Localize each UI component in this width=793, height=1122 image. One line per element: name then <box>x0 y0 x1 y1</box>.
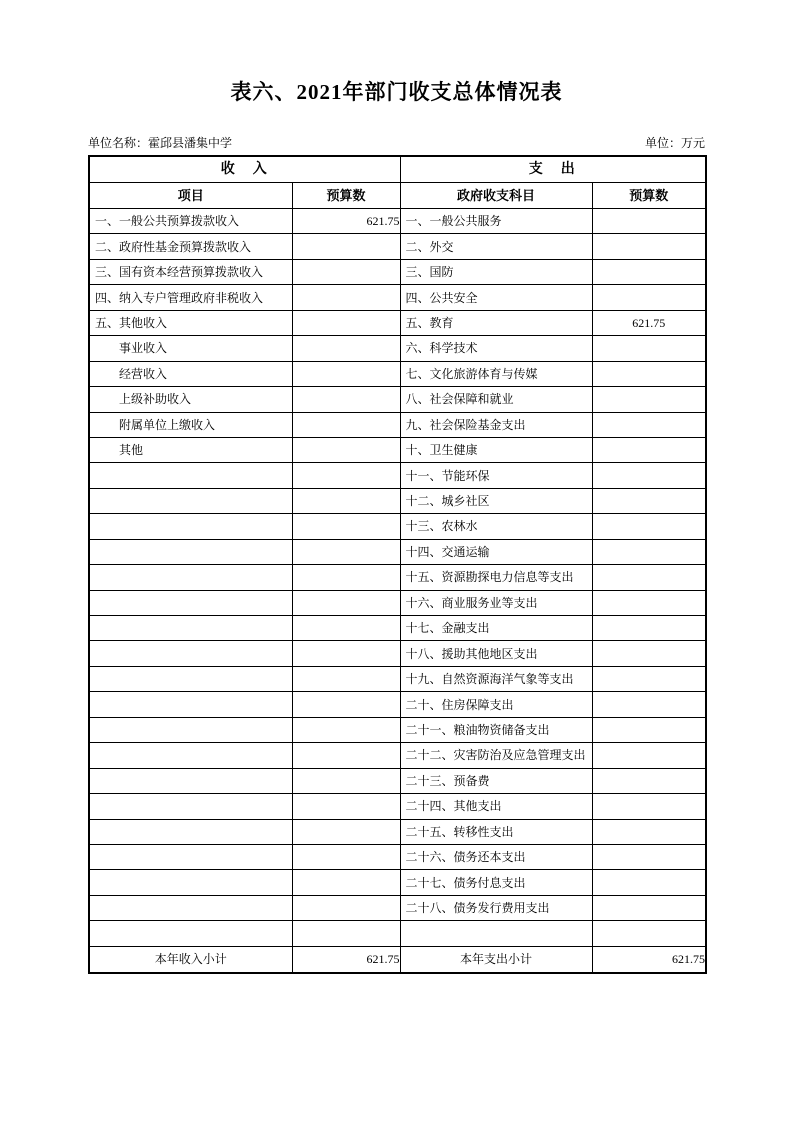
income-item-cell: 三、国有资本经营预算拨款收入 <box>89 259 292 284</box>
table-row <box>89 361 706 386</box>
income-value-cell <box>292 768 400 793</box>
income-item-cell <box>89 743 292 768</box>
table-row <box>89 437 706 462</box>
income-value-cell <box>292 412 400 437</box>
income-item-cell <box>89 921 292 946</box>
income-item-cell <box>89 590 292 615</box>
table-row <box>89 234 706 259</box>
table-row <box>89 768 706 793</box>
expenditure-item-cell: 二十八、债务发行费用支出 <box>400 895 592 920</box>
expenditure-value-cell <box>592 336 706 361</box>
column-header-row <box>89 183 706 209</box>
expenditure-item-cell: 七、文化旅游体育与传媒 <box>400 361 592 386</box>
expenditure-item-cell: 二十六、债务还本支出 <box>400 844 592 869</box>
expenditure-value-cell <box>592 514 706 539</box>
income-value-cell <box>292 514 400 539</box>
table-row <box>89 514 706 539</box>
expenditure-value-cell <box>592 921 706 946</box>
income-value-cell <box>292 565 400 590</box>
expenditure-value-cell <box>592 819 706 844</box>
table-row <box>89 870 706 895</box>
income-item-cell <box>89 616 292 641</box>
income-item-cell <box>89 844 292 869</box>
expenditure-value-cell <box>592 870 706 895</box>
expenditure-value-cell <box>592 488 706 513</box>
expenditure-value-cell <box>592 539 706 564</box>
expenditure-item-column-header: 政府收支科目 <box>400 183 592 209</box>
expenditure-item-cell: 四、公共安全 <box>400 285 592 310</box>
income-subtotal-value: 621.75 <box>292 946 400 973</box>
expenditure-item-cell: 二十五、转移性支出 <box>400 819 592 844</box>
income-item-cell <box>89 768 292 793</box>
income-value-cell <box>292 743 400 768</box>
income-value-cell <box>292 921 400 946</box>
income-item-cell <box>89 895 292 920</box>
table-row <box>89 743 706 768</box>
expenditure-section-header: 支 出 <box>400 156 706 183</box>
income-value-cell <box>292 895 400 920</box>
income-item-cell: 一、一般公共预算拨款收入 <box>89 209 292 234</box>
expenditure-item-cell: 十七、金融支出 <box>400 616 592 641</box>
table-row <box>89 921 706 946</box>
income-value-cell <box>292 539 400 564</box>
income-value-cell <box>292 387 400 412</box>
income-item-cell <box>89 463 292 488</box>
page-title: 表六、2021年部门收支总体情况表 <box>230 80 563 104</box>
expenditure-item-cell <box>400 921 592 946</box>
expenditure-subtotal-label: 本年支出小计 <box>400 946 592 973</box>
expenditure-value-cell <box>592 692 706 717</box>
expenditure-item-cell: 九、社会保险基金支出 <box>400 412 592 437</box>
income-item-cell <box>89 692 292 717</box>
income-value-cell <box>292 285 400 310</box>
expenditure-item-cell: 五、教育 <box>400 310 592 335</box>
income-value-cell: 621.75 <box>292 209 400 234</box>
income-value-cell <box>292 488 400 513</box>
table-row <box>89 412 706 437</box>
expenditure-item-cell: 二十一、粮油物资储备支出 <box>400 717 592 742</box>
expenditure-value-cell <box>592 743 706 768</box>
income-item-cell <box>89 819 292 844</box>
income-value-cell <box>292 692 400 717</box>
income-item-cell: 附属单位上缴收入 <box>89 412 292 437</box>
expenditure-value-cell <box>592 285 706 310</box>
expenditure-item-cell: 十九、自然资源海洋气象等支出 <box>400 666 592 691</box>
income-value-cell <box>292 870 400 895</box>
income-item-cell: 二、政府性基金预算拨款收入 <box>89 234 292 259</box>
unit-name-label: 单位名称：霍邱县潘集中学 <box>88 136 233 150</box>
expenditure-item-cell: 二十四、其他支出 <box>400 794 592 819</box>
expenditure-item-cell: 十五、资源勘探电力信息等支出 <box>400 565 592 590</box>
income-value-cell <box>292 819 400 844</box>
income-value-cell <box>292 310 400 335</box>
expenditure-item-cell: 十、卫生健康 <box>400 437 592 462</box>
expenditure-item-cell: 十三、农林水 <box>400 514 592 539</box>
expenditure-item-cell: 十六、商业服务业等支出 <box>400 590 592 615</box>
table-row <box>89 717 706 742</box>
table-row <box>89 285 706 310</box>
table-row <box>89 819 706 844</box>
income-value-cell <box>292 641 400 666</box>
table-row <box>89 565 706 590</box>
budget-table <box>88 155 707 974</box>
expenditure-item-cell: 八、社会保障和就业 <box>400 387 592 412</box>
expenditure-value-cell <box>592 895 706 920</box>
income-value-cell <box>292 844 400 869</box>
income-value-cell <box>292 794 400 819</box>
expenditure-budget-column-header: 预算数 <box>592 183 706 209</box>
income-value-cell <box>292 666 400 691</box>
income-section-header: 收 入 <box>89 156 400 183</box>
table-row <box>89 895 706 920</box>
table-body <box>89 209 706 947</box>
income-value-cell <box>292 336 400 361</box>
expenditure-value-cell <box>592 259 706 284</box>
expenditure-item-cell: 三、国防 <box>400 259 592 284</box>
expenditure-value-cell <box>592 844 706 869</box>
income-item-cell <box>89 488 292 513</box>
expenditure-item-cell: 二十二、灾害防治及应急管理支出 <box>400 743 592 768</box>
income-value-cell <box>292 361 400 386</box>
table-row <box>89 488 706 513</box>
income-value-cell <box>292 437 400 462</box>
income-subtotal-label: 本年收入小计 <box>89 946 292 973</box>
income-item-cell: 上级补助收入 <box>89 387 292 412</box>
table-row <box>89 209 706 234</box>
expenditure-value-cell <box>592 717 706 742</box>
table-row <box>89 387 706 412</box>
unit-of-measure-label: 单位：万元 <box>644 136 705 150</box>
expenditure-value-cell <box>592 387 706 412</box>
income-item-cell <box>89 870 292 895</box>
expenditure-value-cell <box>592 590 706 615</box>
expenditure-item-cell: 六、科学技术 <box>400 336 592 361</box>
table-row <box>89 310 706 335</box>
income-item-cell: 经营收入 <box>89 361 292 386</box>
income-item-cell <box>89 539 292 564</box>
expenditure-item-cell: 二十、住房保障支出 <box>400 692 592 717</box>
income-item-cell <box>89 641 292 666</box>
table-row <box>89 336 706 361</box>
table-row <box>89 259 706 284</box>
table-row <box>89 641 706 666</box>
expenditure-item-cell: 二十七、债务付息支出 <box>400 870 592 895</box>
expenditure-value-cell <box>592 616 706 641</box>
expenditure-value-cell: 621.75 <box>592 310 706 335</box>
income-value-cell <box>292 616 400 641</box>
table-row <box>89 844 706 869</box>
expenditure-value-cell <box>592 794 706 819</box>
expenditure-item-cell: 一、一般公共服务 <box>400 209 592 234</box>
expenditure-value-cell <box>592 666 706 691</box>
table-row <box>89 666 706 691</box>
expenditure-value-cell <box>592 768 706 793</box>
meta-row <box>88 136 705 150</box>
table-row <box>89 590 706 615</box>
expenditure-item-cell: 二、外交 <box>400 234 592 259</box>
expenditure-item-cell: 二十三、预备费 <box>400 768 592 793</box>
expenditure-value-cell <box>592 463 706 488</box>
income-item-column-header: 项目 <box>89 183 292 209</box>
income-value-cell <box>292 590 400 615</box>
section-header-row <box>89 156 706 183</box>
income-budget-column-header: 预算数 <box>292 183 400 209</box>
income-item-cell: 事业收入 <box>89 336 292 361</box>
expenditure-item-cell: 十四、交通运输 <box>400 539 592 564</box>
expenditure-value-cell <box>592 412 706 437</box>
table-row <box>89 794 706 819</box>
table-row <box>89 539 706 564</box>
income-item-cell <box>89 717 292 742</box>
subtotal-row <box>89 946 706 973</box>
income-value-cell <box>292 463 400 488</box>
expenditure-item-cell: 十二、城乡社区 <box>400 488 592 513</box>
income-item-cell: 五、其他收入 <box>89 310 292 335</box>
income-item-cell <box>89 514 292 539</box>
income-item-cell: 四、纳入专户管理政府非税收入 <box>89 285 292 310</box>
income-item-cell <box>89 666 292 691</box>
expenditure-item-cell: 十一、节能环保 <box>400 463 592 488</box>
expenditure-value-cell <box>592 641 706 666</box>
expenditure-value-cell <box>592 209 706 234</box>
expenditure-subtotal-value: 621.75 <box>592 946 706 973</box>
table-row <box>89 616 706 641</box>
income-value-cell <box>292 717 400 742</box>
income-item-cell: 其他 <box>89 437 292 462</box>
table-row <box>89 463 706 488</box>
income-value-cell <box>292 259 400 284</box>
expenditure-item-cell: 十八、援助其他地区支出 <box>400 641 592 666</box>
expenditure-value-cell <box>592 361 706 386</box>
income-item-cell <box>89 565 292 590</box>
expenditure-value-cell <box>592 437 706 462</box>
table-row <box>89 692 706 717</box>
income-value-cell <box>292 234 400 259</box>
expenditure-value-cell <box>592 565 706 590</box>
income-item-cell <box>89 794 292 819</box>
expenditure-value-cell <box>592 234 706 259</box>
